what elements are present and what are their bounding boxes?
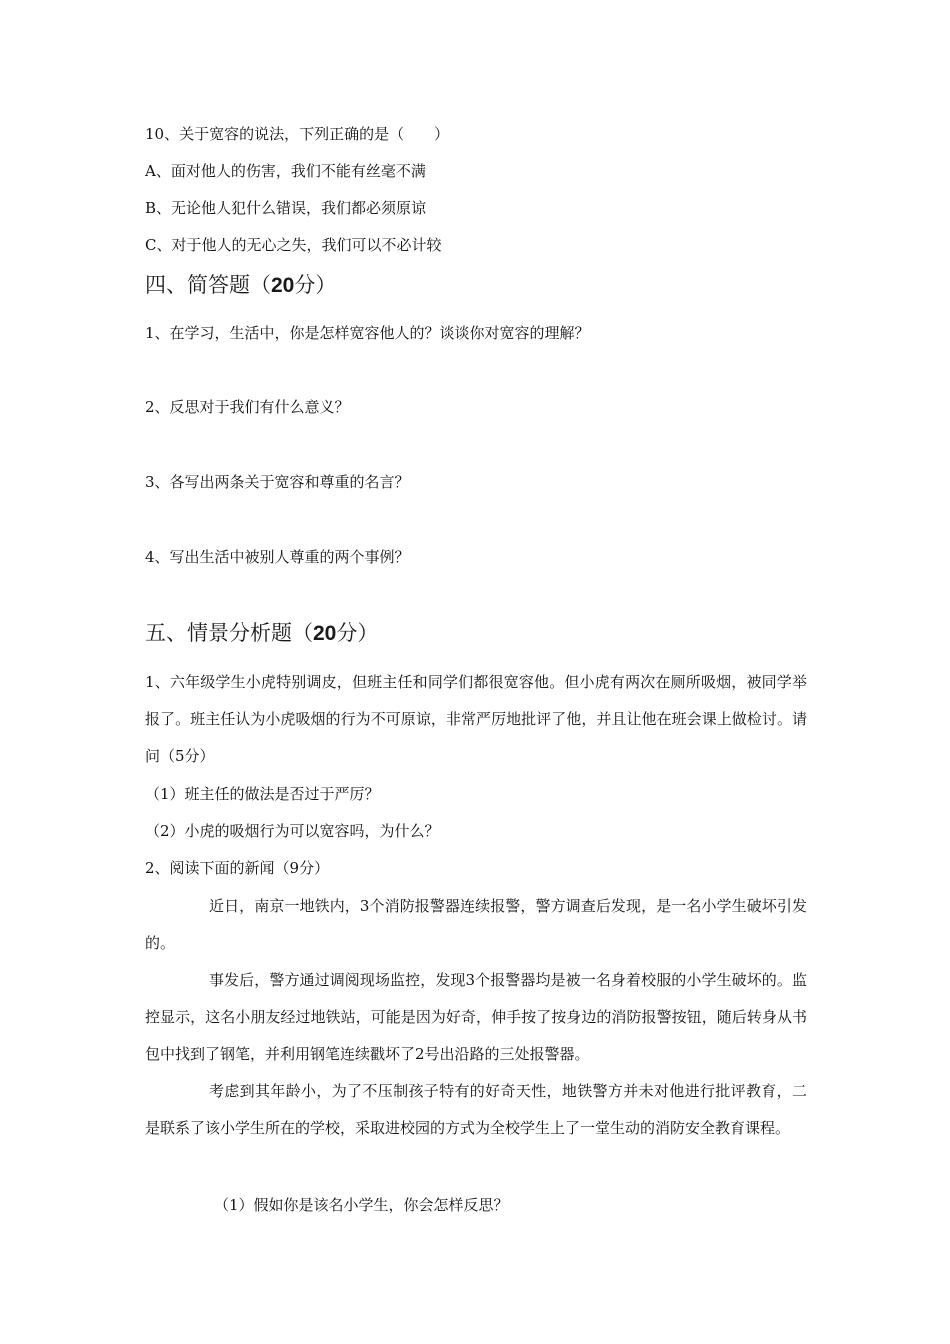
question-10-option-b: B、无论他人犯什么错误，我们都必须原谅	[145, 199, 427, 217]
question-10-option-c: C、对于他人的无心之失，我们可以不必计较	[145, 236, 442, 254]
section-5-question-2-sub-1: （1）假如你是该名小学生，你会怎样反思？	[214, 1196, 509, 1214]
section-5-title-post: 分）	[336, 621, 379, 645]
section-4-title-pre: 四、简答题（	[145, 273, 271, 297]
question-10-stem: 10、关于宽容的说法，下列正确的是（ ）	[145, 125, 450, 143]
section-4-question-2: 2、反思对于我们有什么意义？	[145, 398, 350, 416]
section-4-score: 20	[271, 274, 295, 297]
section-5-question-1-sub-1: （1）班主任的做法是否过于严厉？	[145, 785, 380, 803]
section-4-question-1: 1、在学习，生活中，你是怎样宽容他人的？谈谈你对宽容的理解？	[145, 324, 590, 342]
question-10-option-a: A、面对他人的伤害，我们不能有丝毫不满	[145, 162, 426, 180]
section-4-question-3: 3、各写出两条关于宽容和尊重的名言？	[145, 473, 410, 491]
news-paragraph-2: 事发后，警方通过调阅现场监控，发现3个报警器均是被一名身着校服的小学生破坏的。监控显示，这名小朋友经过地铁站，可能是因为好奇，伸手按了按身边的消防报警按钮，随后转身从书包中找到了钢笔，并利用钢笔连续戳坏了2号出沿路的三处报警器。	[145, 971, 807, 1063]
section-5-title-pre: 五、情景分析题（	[145, 621, 313, 645]
section-5-score: 20	[313, 622, 337, 645]
section-5-question-2-intro: 2、阅读下面的新闻（9分）	[145, 859, 330, 877]
section-4-heading	[145, 271, 336, 300]
news-paragraph-1: 近日，南京一地铁内，3个消防报警器连续报警，警方调查后发现，是一名小学生破坏引发的。	[145, 897, 807, 952]
section-5-question-1: 1、六年级学生小虎特别调皮，但班主任和同学们都很宽容他。但小虎有两次在厕所吸烟，被同学举报了。班主任认为小虎吸烟的行为不可原谅，非常严厉地批评了他，并且让他在班会课上做检讨。请问（5分）	[145, 673, 807, 765]
section-5-question-1-sub-2: （2）小虎的吸烟行为可以宽容吗，为什么？	[145, 822, 440, 840]
section-4-question-4: 4、写出生活中被别人尊重的两个事例？	[145, 548, 410, 566]
section-4-title-post: 分）	[294, 273, 337, 297]
news-paragraph-3: 考虑到其年龄小，为了不压制孩子特有的好奇天性，地铁警方并未对他进行批评教育，二是联系了该小学生所在的学校，采取进校园的方式为全校学生上了一堂生动的消防安全教育课程。	[145, 1082, 807, 1137]
section-5-heading	[145, 619, 378, 648]
